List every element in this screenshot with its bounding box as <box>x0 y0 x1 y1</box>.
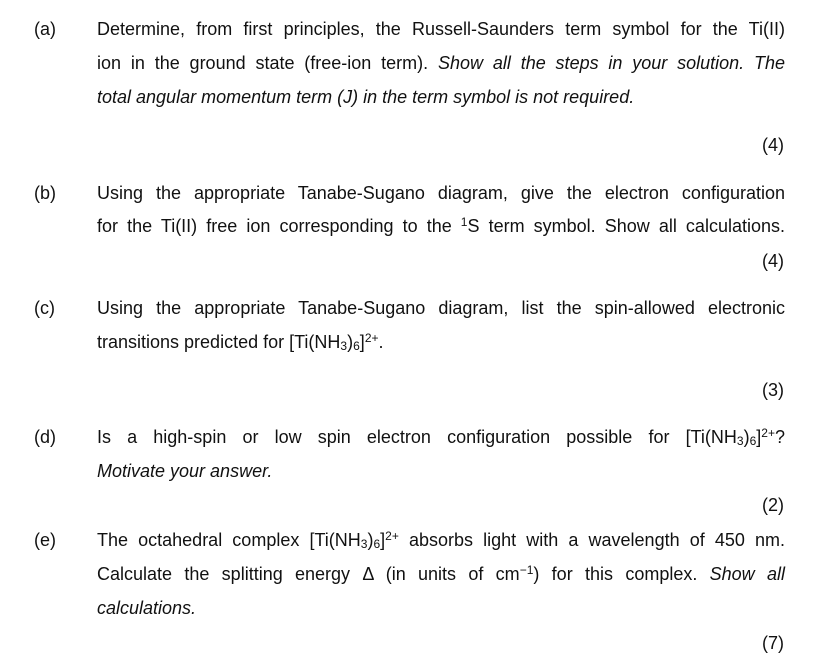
question-d-line-1: Is a high-spin or low spin electron configuration possible for $[Ti(NH_3)_6]^{2+}$? <box>97 426 785 448</box>
question-c-marks: (3) <box>762 380 784 400</box>
question-c-label: (c) <box>34 298 55 318</box>
question-b-label: (b) <box>34 183 56 203</box>
question-b-line-1: Using the appropriate Tanabe-Sugano diagram, give the electron configuration <box>97 183 785 203</box>
question-d-line-2: Motivate your answer. <box>97 461 273 481</box>
question-a-line-3: total angular momentum term (J) in the term symbol is not required. <box>97 87 635 107</box>
question-b-marks: (4) <box>762 251 784 271</box>
question-d-marks: (2) <box>762 495 784 515</box>
question-e-line-2: Calculate the splitting energy Δ (in units of $cm^{-1}$) for this complex. Show all <box>97 563 786 584</box>
question-b-line-2: for the Ti(II) free ion corresponding to the $^1$S term symbol. Show all calculations. <box>97 215 785 236</box>
question-d-label: (d) <box>34 427 56 447</box>
question-a-marks: (4) <box>762 135 784 155</box>
question-c-line-2: transitions predicted for $[Ti(NH_3)_6]^{2+}$. <box>97 331 384 353</box>
question-e-label: (e) <box>34 530 56 550</box>
question-c-line-1: Using the appropriate Tanabe-Sugano diagram, list the spin-allowed electronic <box>97 298 785 318</box>
question-e-line-1: The octahedral complex $[Ti(NH_3)_6]^{2+}$ absorbs light with a wavelength of 450 nm. <box>97 529 785 551</box>
question-e-line-3: calculations. <box>97 598 197 618</box>
question-a-label: (a) <box>34 19 56 39</box>
question-a-line-2: ion in the ground state (free-ion term). Show all the steps in your solution. The <box>97 53 786 73</box>
question-e-marks: (7) <box>762 633 784 653</box>
question-a-line-1: Determine, from first principles, the Russell-Saunders term symbol for the Ti(II) <box>97 19 785 39</box>
